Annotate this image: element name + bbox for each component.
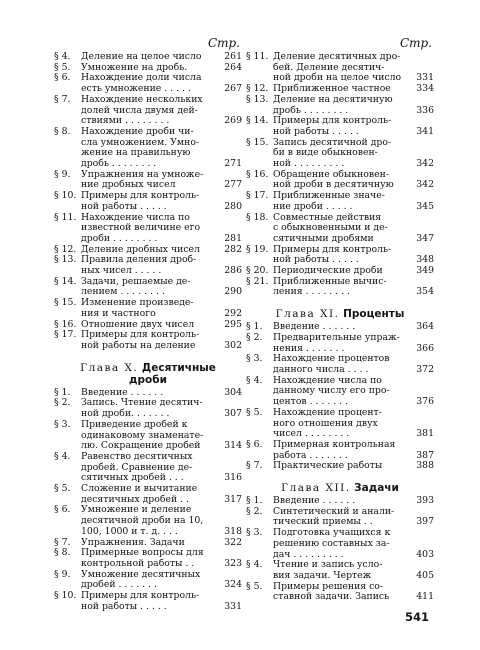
page-ref: 397 <box>416 516 434 528</box>
section-number: § 4. <box>246 374 263 386</box>
section-title: Примеры для контроль- ной работы . . . . . <box>273 115 392 137</box>
page-ref: 324 <box>224 579 242 591</box>
section-number: § 1. <box>246 321 263 333</box>
page-ref: 354 <box>416 286 434 298</box>
toc-entry <box>54 191 242 212</box>
section-title: Чтение и запись усло- вия задачи. Чертеж <box>273 559 383 581</box>
toc-entry <box>246 52 434 84</box>
page-ref: 318 <box>224 525 242 537</box>
toc-entry <box>246 354 434 375</box>
chapter-heading-x <box>54 362 242 386</box>
chapter-title: Проценты <box>343 308 405 321</box>
toc-entry <box>246 116 434 137</box>
toc-entry <box>54 73 242 94</box>
toc-entry <box>54 255 242 276</box>
section-title: Подготовка учащихся к решению составных за- дач . . . . . . . . . <box>273 527 391 560</box>
section-title: Примеры для контроль- ной работы на деление <box>81 329 200 351</box>
section-title: Деление десятичных дро- бей. Деление десятич- ной дроби на целое число <box>273 51 402 84</box>
page-ref: 342 <box>416 158 434 170</box>
page-ref: 341 <box>416 125 434 137</box>
toc-entry <box>54 398 242 419</box>
section-number: § 2. <box>246 505 263 517</box>
chapter-label: Глава XI. <box>275 308 340 321</box>
chapter-label: Глава XII. <box>281 482 351 495</box>
page-number: 541 <box>405 610 430 624</box>
page-ref: 304 <box>224 386 242 398</box>
section-number: § 14. <box>54 275 77 287</box>
toc-entry <box>54 570 242 591</box>
section-number: § 1. <box>54 386 71 398</box>
section-title: Умножение десятичных дробей . . . . . . . <box>81 568 201 591</box>
toc-entry <box>246 560 434 581</box>
toc-entry <box>246 138 434 170</box>
page-ref: 280 <box>224 200 242 212</box>
toc-entry <box>54 95 242 127</box>
section-number: § 6. <box>54 72 71 84</box>
toc-entry <box>246 191 434 212</box>
section-title: Нахождение числа по известной величине его дроби . . . . . . . . <box>81 211 201 244</box>
toc-entry <box>246 333 434 354</box>
page-ref: 307 <box>224 408 242 420</box>
page-ref: 336 <box>416 104 434 116</box>
toc-entry <box>54 452 242 484</box>
section-number: § 9. <box>54 568 71 580</box>
section-number: § 3. <box>246 353 263 365</box>
section-number: § 10. <box>54 590 77 602</box>
section-number: § 2. <box>54 397 71 409</box>
section-title: Примеры решения со- ставной задачи. Запись <box>273 580 390 603</box>
page-ref: 348 <box>416 254 434 266</box>
page-ref: 331 <box>416 72 434 84</box>
page-ref: 322 <box>224 536 242 548</box>
section-title: Введение . . . . . . <box>273 321 356 333</box>
page-ref: 316 <box>224 472 242 484</box>
section-number: § 17. <box>246 190 269 202</box>
toc-entry <box>54 484 242 505</box>
left-column <box>54 36 242 612</box>
section-number: § 19. <box>246 243 269 255</box>
section-title: Правила деления дроб- ных чисел . . . . . <box>81 254 197 277</box>
section-number: § 16. <box>246 168 269 180</box>
toc-entry <box>246 440 434 461</box>
page-ref: 277 <box>224 179 242 191</box>
page-ref: 364 <box>416 321 434 333</box>
section-title: Сложение и вычитание десятичных дробей . . <box>81 483 198 505</box>
toc-entry <box>54 277 242 298</box>
section-title: Изменение произведе- ния и частного <box>81 297 194 319</box>
section-title: Приближенное частное <box>273 83 391 95</box>
section-number: § 7. <box>54 536 71 548</box>
section-title: Деление на целое число <box>81 51 202 62</box>
section-title: Задачи, решаемые де- лением . . . . . . . . <box>81 275 191 298</box>
page-ref: 334 <box>416 83 434 95</box>
section-number: § 15. <box>54 297 77 309</box>
page-ref: 290 <box>224 286 242 298</box>
section-title: Синтетический и анали- тический приемы . . <box>273 505 395 528</box>
section-title: Нахождение числа по данному числу его про- центов . . . . . . . <box>273 374 390 408</box>
page-ref: 403 <box>416 548 434 560</box>
section-number: § 5. <box>54 483 71 495</box>
section-title: Примеры для контроль- ной работы . . . . . <box>81 590 200 612</box>
page-ref: 302 <box>224 339 242 351</box>
section-title: Предварительные упраж- нения . . . . . . . <box>273 331 400 354</box>
section-title: Равенство десятичных дробей. Сравнение де- сятичных дробей . . . <box>81 450 193 484</box>
section-title: Нахождение процентов данного числа . . . . <box>273 353 390 375</box>
page-ref: 269 <box>224 115 242 127</box>
page-ref: 381 <box>416 428 434 440</box>
section-title: Деление дробных чисел <box>81 243 200 255</box>
toc-entry <box>54 420 242 452</box>
page-ref: 387 <box>416 449 434 461</box>
page-ref: 295 <box>224 318 242 330</box>
section-number: § 7. <box>54 93 71 105</box>
section-number: § 8. <box>54 547 71 559</box>
section-number: § 12. <box>246 83 269 95</box>
page-ref: 267 <box>224 83 242 95</box>
section-number: § 3. <box>246 527 263 539</box>
section-number: § 21. <box>246 275 269 287</box>
section-title: Обращение обыкновен- ной дроби в десятичную <box>273 168 394 191</box>
page-ref: 411 <box>416 591 434 603</box>
section-number: § 6. <box>246 438 263 450</box>
section-title: Упражнения на умноже- ние дробных чисел <box>81 168 204 191</box>
right-column <box>246 36 434 603</box>
toc-entry <box>54 213 242 245</box>
page-ref: 292 <box>224 307 242 319</box>
section-number: § 8. <box>54 125 71 137</box>
toc-entry <box>54 548 242 569</box>
toc-entry <box>246 376 434 408</box>
section-title: Запись десятичной дро- би в виде обыкновен- ной . . . . . . . . . <box>273 136 392 170</box>
page-ref: 405 <box>416 569 434 581</box>
section-title: Введение . . . . . . <box>273 495 356 507</box>
toc-entry <box>246 528 434 560</box>
toc-entry <box>54 330 242 351</box>
left-top-list <box>54 52 242 352</box>
page-column-header: Стр. <box>399 36 432 50</box>
page-ref: 323 <box>224 557 242 569</box>
page-ref: 388 <box>416 460 434 472</box>
section-number: § 12. <box>54 243 77 255</box>
section-title: Приближенные значе- ние дроби . . . . . <box>273 190 385 212</box>
section-number: § 9. <box>54 168 71 180</box>
section-number: § 3. <box>54 418 71 430</box>
toc-entry <box>54 127 242 170</box>
page-ref: 349 <box>416 265 434 277</box>
section-title: Нахождение процент- ного отношения двух чисел . . . . . . . . <box>273 406 382 440</box>
section-number: § 11. <box>246 51 269 62</box>
left-bottom-list <box>54 388 242 613</box>
toc-entry <box>246 277 434 298</box>
section-number: § 5. <box>246 580 263 592</box>
section-title: Совместные действия с обыкновенными и де- сятичными дробями <box>273 211 388 244</box>
page-ref: 366 <box>416 342 434 354</box>
section-title: Нахождение доли числа есть умножение . . . . . <box>81 72 202 95</box>
section-title: Нахождение нескольких долей числа двумя дей- ствиями . . . . . . . . <box>81 93 203 127</box>
right-bottom-list <box>246 496 434 603</box>
page-ref: 314 <box>224 440 242 452</box>
section-title: Нахождение дроби чи- сла умножением. Умно- жение на правильную дробь . . . . . . . . <box>81 125 200 170</box>
toc-entry <box>246 582 434 603</box>
right-top-list <box>246 52 434 298</box>
section-number: § 4. <box>54 51 71 62</box>
section-title: Примеры для контроль- ной работы . . . . . <box>273 243 392 266</box>
section-number: § 1. <box>246 495 263 507</box>
section-number: § 10. <box>54 190 77 202</box>
section-number: § 15. <box>246 136 269 148</box>
right-mid-list <box>246 322 434 472</box>
toc-entry <box>246 245 434 266</box>
page-ref: 281 <box>224 232 242 244</box>
toc-entry <box>54 298 242 319</box>
chapter-heading-xii <box>246 482 434 494</box>
toc-entry <box>54 170 242 191</box>
page-ref: 342 <box>416 179 434 191</box>
section-number: § 7. <box>246 460 263 472</box>
page-ref: 271 <box>224 158 242 170</box>
toc-entry <box>246 461 434 472</box>
section-number: § 4. <box>54 450 71 462</box>
section-title: Периодические дроби <box>273 265 383 277</box>
section-number: § 13. <box>54 254 77 266</box>
section-title: Примерная контрольная работа . . . . . . . <box>273 438 396 461</box>
section-number: § 6. <box>54 504 71 516</box>
toc-entry <box>246 213 434 245</box>
toc-entry <box>54 505 242 537</box>
section-title: Умножение и деление десятичной дроби на 10, 100, 1000 и т. д. . . . <box>81 504 204 537</box>
chapter-title-cont: дроби <box>129 373 167 386</box>
section-number: § 5. <box>54 61 71 73</box>
chapter-label: Глава X. <box>80 361 139 374</box>
page-ref: 347 <box>416 232 434 244</box>
page-ref: 282 <box>224 243 242 255</box>
toc-entry <box>246 408 434 440</box>
page-ref: 261 <box>224 51 242 62</box>
section-title: Примеры для контроль- ной работы . . . . . <box>81 190 200 212</box>
section-title: Деление на десятичную дробь . . . . . . . . <box>273 93 393 116</box>
page-ref: 286 <box>224 265 242 277</box>
section-title: Примерные вопросы для контрольной работы . . <box>81 547 204 569</box>
section-number: § 11. <box>54 211 77 223</box>
section-number: § 18. <box>246 211 269 223</box>
chapter-heading-xi <box>246 308 434 320</box>
section-number: § 2. <box>246 331 263 343</box>
section-title: Отношение двух чисел <box>81 318 195 330</box>
chapter-title: Задачи <box>354 482 399 495</box>
page-column-header: Стр. <box>207 36 240 50</box>
section-number: § 16. <box>54 318 77 330</box>
section-title: Запись. Чтение десятич- ной дроби. . . . . . . <box>81 397 203 420</box>
page-ref: 345 <box>416 200 434 212</box>
page-ref: 372 <box>416 363 434 375</box>
toc-entry <box>54 591 242 612</box>
section-number: § 5. <box>246 406 263 418</box>
section-title: Приближенные вычис- ления . . . . . . . . <box>273 275 387 298</box>
page-ref: 317 <box>224 493 242 505</box>
section-title: Введение . . . . . . <box>81 386 164 398</box>
section-number: § 20. <box>246 265 269 277</box>
page-ref: 331 <box>224 600 242 612</box>
page-ref: 376 <box>416 396 434 408</box>
section-title: Приведение дробей к одинаковому знаменате- лю. Сокращение дробей <box>81 418 204 452</box>
section-number: § 4. <box>246 559 263 571</box>
toc-entry <box>246 95 434 116</box>
toc-entry <box>246 170 434 191</box>
section-number: § 17. <box>54 329 77 341</box>
section-title: Практические работы <box>273 460 383 472</box>
toc-entry <box>246 507 434 528</box>
page-ref: 393 <box>416 495 434 507</box>
section-title: Умножение на дробь. <box>81 61 188 73</box>
section-number: § 14. <box>246 115 269 127</box>
page-ref: 264 <box>224 61 242 73</box>
chapter-title: Десятичные <box>141 361 216 374</box>
section-number: § 13. <box>246 93 269 105</box>
section-title: Упражнения. Задачи <box>81 536 185 548</box>
